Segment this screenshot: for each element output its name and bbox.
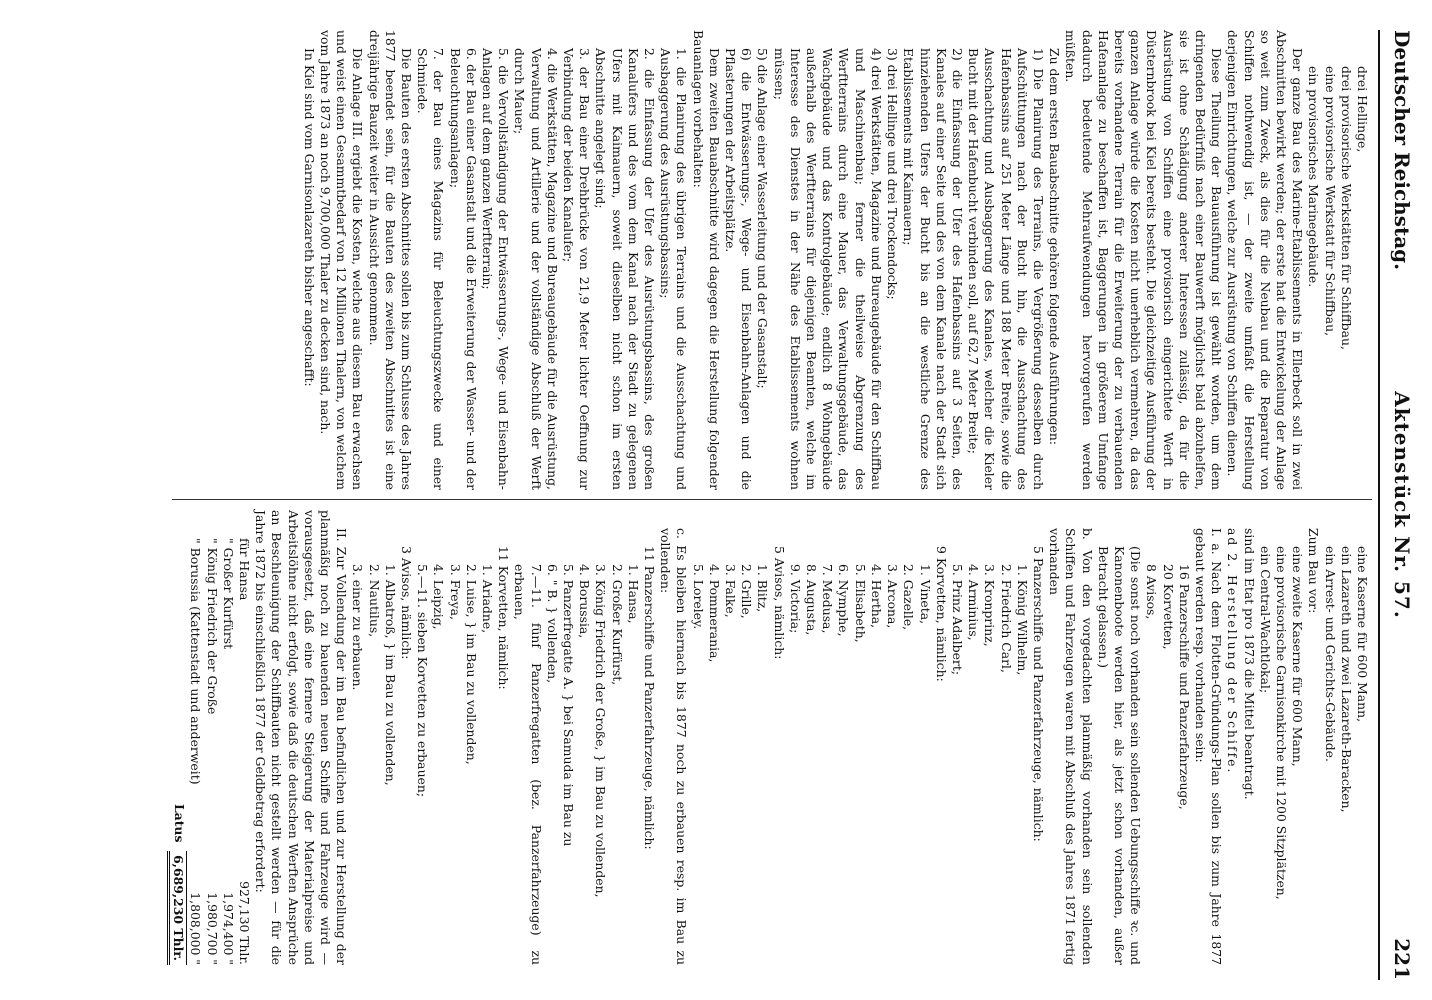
header-document-number: Aktenstück Nr. 57. xyxy=(1390,391,1414,619)
left-paragraph: 4) drei Werkstätten, Magazine und Bureaugebäude für den Schiffbau und Maschinenbau; ferner die theilweise Abgrenzung des Werftterrains durch eine Mauer, das Verwaltungsgebäude, das Wachgebäude und das Kontrolgebäude; endlich 8 Wohngebäude außerhalb des Werftterrains für diejenigen Beamten, welche im Interesse des Dienstes in der Nähe des Etablissements wohnen müssen; xyxy=(771,48,884,490)
right-column-paragraphs xyxy=(252,510,1370,965)
page-number: 221 xyxy=(1390,938,1414,980)
right-paragraph: 20 Korvetten, xyxy=(1160,564,1176,650)
right-paragraph: 1. Ariadne, xyxy=(480,564,496,634)
cost-row xyxy=(236,510,252,965)
right-paragraph: 5 Panzerschiffe und Panzerfahrzeuge, nämlich: xyxy=(1030,546,1046,842)
right-paragraph: 7.—11. fünf Panzerfregatten (bez. Panzerfahrzeuge) zu erbauen, xyxy=(512,564,544,965)
left-paragraph: eine provisorische Werkstatt für Schiffbau, xyxy=(1322,66,1338,337)
right-paragraph: 16 Panzerschiffe und Panzerfahrzeuge, xyxy=(1176,564,1192,810)
right-paragraph: 7. Medusa, xyxy=(820,564,836,634)
left-paragraph: 7. der Bau eines Magazins für Beleuchtungszwecke und einer Schmiede. xyxy=(415,48,447,490)
header-title: Deutscher Reichstag. xyxy=(1390,30,1414,271)
cost-row xyxy=(203,510,219,965)
right-paragraph: 5. Elisabeth, xyxy=(852,564,868,643)
right-paragraph: ein Arrest- und Gerichts-Gebäude. xyxy=(1322,546,1338,762)
left-paragraph: In Kiel sind vom Garnisonlazareth bisher angeschafft: xyxy=(301,48,317,387)
right-paragraph: 4. Arminius, xyxy=(966,564,982,641)
header-rule xyxy=(1378,30,1380,980)
left-paragraph: 6. der Bau einer Gasanstalt und die Erweiterung der Wasser- und der Beleuchtungsanlagen; xyxy=(447,48,479,490)
right-paragraph: 4. Leipzig, xyxy=(431,564,447,630)
cost-value: 1,974,400 " xyxy=(220,892,236,965)
right-paragraph: 11 Panzerschiffe und Panzerfahrzeuge, nämlich: xyxy=(642,546,658,850)
right-paragraph: 4. Borussia, xyxy=(577,564,593,639)
right-paragraph: eine provisorische Garnisonkirche mit 1200 Sitzplätzen, xyxy=(1273,546,1289,900)
right-paragraph: 6. Nymphe, xyxy=(836,564,852,637)
cost-label: für Hansa xyxy=(236,538,252,601)
right-paragraph: ein Lazareth und zwei Lazareth-Baracken, xyxy=(1338,546,1354,813)
right-paragraph: 2. Großer Kurfürst, xyxy=(609,564,625,686)
left-paragraph: 5) die Anlage einer Wasserleitung und der Gasanstalt; xyxy=(755,48,771,389)
right-paragraph: 1. Hansa, xyxy=(625,564,641,624)
right-paragraph: 6. " B. } vollenden, xyxy=(544,564,560,684)
right-paragraph: 2. Luise, } im Bau zu vollenden, xyxy=(463,564,479,765)
right-paragraph: 3. König Friedrich der Große, } im Bau zu vollenden, xyxy=(593,564,609,898)
right-paragraph: b. Von den vorgedachten planmäßig vorhanden sein sollenden Schiffen und Fahrzeugen waren mit Abschluß des Jahres 1871 fertig vorhanden xyxy=(1047,528,1095,965)
right-paragraph: 3. Arcona, xyxy=(885,564,901,629)
sum-label: Latus xyxy=(172,803,188,843)
right-paragraph: 5. Prinz Adalbert; xyxy=(949,564,965,676)
right-paragraph: 9 Korvetten, nämlich: xyxy=(933,546,949,682)
left-paragraph: ein provisorisches Marinegebäude. xyxy=(1306,66,1322,288)
left-paragraph: Dem zweiten Bauabschnitte wird dagegen die Herstellung folgender Bauanlagen vorbehalten: xyxy=(690,30,722,490)
column-divider xyxy=(172,499,1372,500)
left-paragraph: 1) Die Planirung des Terrains, die Vergrößerung desselben durch Aufschüttungen nach der Bucht hin, die Ausschachtung des Hafenbassins auf 251 Meter Länge und 188 Meter Breite, sowie die Ausschachtung und Ausbaggerung des Kanales, welcher die Kieler Bucht mit der Hafenbucht verbinden soll, auf 62,7 Meter Breite; xyxy=(966,48,1046,490)
right-paragraph: c. Es bleiben hiernach bis 1877 noch zu erbauen resp. im Bau zu vollenden: xyxy=(658,528,690,965)
page-header xyxy=(1384,30,1414,980)
right-paragraph: 8. Augusta, xyxy=(804,564,820,636)
right-paragraph: 9. Victoria; xyxy=(787,564,803,634)
right-paragraph: 2. Nautilus, xyxy=(366,564,382,638)
cost-label: " Großer Kurfürst xyxy=(220,538,236,650)
right-paragraph: 5 Avisos, nämlich: xyxy=(771,546,787,660)
cost-value: 1,980,700 " xyxy=(204,892,220,965)
left-paragraph: drei provisorische Werkstätten für Schiffbau, xyxy=(1338,66,1354,350)
right-paragraph: 5. Loreley. xyxy=(690,564,706,630)
right-paragraph: 3. Kronprinz, xyxy=(982,564,998,647)
sum-value: 6,689,230 Thlr. xyxy=(167,851,187,965)
right-paragraph: 4. Hertha, xyxy=(868,564,884,629)
digitization-credit xyxy=(0,0,26,1000)
cost-value: 927,130 Thlr. xyxy=(236,881,252,965)
right-paragraph: 3 Avisos, nämlich: xyxy=(399,546,415,660)
right-text-column xyxy=(167,510,1370,965)
left-text-column xyxy=(301,30,1370,490)
right-paragraph: 5.—11. sieben Korvetten zu erbauen; xyxy=(415,564,431,798)
right-paragraph: 1. Vineta, xyxy=(917,564,933,625)
right-paragraph: I. a. Nach dem Flotten-Gründungs-Plan sollen bis zum Jahre 1877 gebaut werden resp. vorhanden sein: xyxy=(1192,528,1225,965)
left-paragraph: Die Bauten des ersten Abschnittes sollen bis zum Schlusse des Jahres 1877 beendet sein, für die Bauten des zweiten Abschnittes ist eine dreijährige Bauzeit weiter in Aussicht genommen. xyxy=(366,30,415,490)
right-paragraph: Zum Bau vor: xyxy=(1306,528,1322,614)
cost-label: " Borussia (Kattenstadt und anderweit) xyxy=(188,538,204,785)
right-paragraph: sind im Etat pro 1873 die Mittel beantragt. xyxy=(1241,528,1257,800)
right-paragraph: 8 Avisos, xyxy=(1144,564,1160,620)
left-paragraph: 3) drei Hellinge und drei Trockendocks; xyxy=(885,48,901,300)
right-paragraph: ad 2. Herstellung der Schiffe. xyxy=(1225,528,1241,775)
right-paragraph: 3. Falke, xyxy=(723,564,739,618)
right-paragraph: 2. Friedrich Carl, xyxy=(998,564,1014,673)
cost-table xyxy=(187,510,252,965)
cost-value: 1,808,000 " xyxy=(188,892,204,965)
left-paragraph: 2) die Einfassung der Ufer des Hafenbassins auf 3 Seiten, des Kanales auf einer Seite und des von dem Kanale nach der Stadt sich hinziehenden Ufers der Bucht bis an die westliche Grenze des Etablissements mit Kaimauern; xyxy=(901,48,965,490)
left-paragraph: Die Anlage III. ergiebt die Kosten, welche aus diesem Bau erwachsen und weist einen Gesammtbedarf von 12 Millionen Thalern, von welchem vom Jahre 1873 an noch 9,700,000 Thaler zu decken sind, nach. xyxy=(318,30,366,490)
cost-row xyxy=(220,510,236,965)
right-paragraph: 4. Pommerania, xyxy=(706,564,722,663)
right-paragraph: eine zweite Kaserne für 600 Mann, xyxy=(1290,546,1306,767)
left-paragraph: 5. die Vervollständigung der Entwässerungs-, Wege- und Eisenbahn-Anlagen auf dem ganzen Werftterrain; xyxy=(480,48,512,490)
right-paragraph: 1. Blitz, xyxy=(755,564,771,613)
cost-row xyxy=(187,510,203,965)
left-paragraph: drei Hellinge, xyxy=(1355,66,1370,153)
right-paragraph: (Die sonst noch vorhanden sein sollenden Uebungsschiffe ꝛc. und Kanonenboote werden hier, als jetzt schon vorhanden, außer Betracht gelassen.) xyxy=(1095,546,1144,965)
left-paragraph: 1. die Planirung des übrigen Terrains und die Ausschachtung und Ausbaggerung des Ausrüstungsbassins; xyxy=(658,48,690,490)
right-paragraph: eine Kaserne für 600 Mann, xyxy=(1355,546,1370,723)
left-paragraph: 4. die Werkstätten, Magazine und Bureaugebäude für die Ausrüstung, Verwaltung und Artillerie und der vollständige Abschluß der Werft durch Mauer; xyxy=(512,48,560,490)
right-paragraph: 1. Albatroß, } im Bau zu vollenden, xyxy=(382,564,398,786)
right-paragraph: II. Zur Vollendung der im Bau befindlichen und zur Herstellung der planmäßig noch zu bauenden neuen Schiffe und Fahrzeuge wird — vorausgesetzt, daß eine fernere Steigerung der Materialpreise und Arbeitslöhne nicht erfolgt, sowie daß die deutschen Werften Ansprüche an Beschleunigung der Schiffbauten nicht gestellt werden — für die Jahre 1872 bis einschließlich 1877 der Geldbetrag erfordert: xyxy=(253,510,350,965)
left-paragraph: Diese Theilung der Bauausführung ist gewählt worden, um dem dringenden Bedürfniß nach einer Bauwerft möglichst bald abzuhelfen, sie ist ohne Schädigung anderer Interessen zulässig, da für die Ausrüstung von Schiffen eine provisorisch eingerichtete Werft in Düsternbrook bei Kiel bereits besteht. Die gleichzeitige Ausführung der ganzen Anlage würde die Kosten nicht unerheblich vermehren, da das bereits vorhandene Terrain für die Erweiterung der zu verbauenden Hafenanlage zu beschaffen ist, Baggerungen in größerem Umfange dadurch bedeutende Mehraufwendungen hervorgerufen werden müßten. xyxy=(1063,30,1225,490)
right-paragraph: ein Central-Wachtlokal; xyxy=(1257,546,1273,694)
cost-label: " König Friedrich der Große xyxy=(204,538,220,715)
left-paragraph: Der ganze Bau des Marine-Etablissements in Ellerbeck soll in zwei Abschnitten bewirkt werden; der erste hat die Entwickelung der Anlage so weit zum Zweck, als dies für die Neubau und die Reparatur von Schiffen nothwendig ist, — der zweite umfaßt die Herstellung derjenigen Einrichtungen, welche zur Ausrüstung von Schiffen dienen. xyxy=(1225,30,1306,490)
right-paragraph: 5. Panzerfregatte A. } bei Samuda im Bau zu xyxy=(561,564,577,847)
right-paragraph: 3. einer zu erbauen. xyxy=(350,564,366,691)
right-paragraph: 11 Korvetten, nämlich: xyxy=(496,546,512,690)
left-paragraph: 3. der Bau einer Drehbrücke von 21,9 Meter lichter Oeffnung zur Verbindung der beiden Kanalufer; xyxy=(561,48,593,490)
right-paragraph: 1. König Wilhelm, xyxy=(1014,564,1030,676)
left-paragraph: 6) die Entwässerungs-, Wege- und Eisenbahn-Anlagen und die Pflasterungen der Arbeitsplätze. xyxy=(723,48,755,490)
right-paragraph: 3. Freya, xyxy=(447,564,463,620)
left-paragraph: 2. die Einfassung der Ufer des Ausrüstungsbassins, des großen Kanalufers und des vom dem Kanal nach der Stadt zu gelegenen Ufers mit Kaimauern, soweit dieselben nicht schon im ersten Abschnitte angelegt sind; xyxy=(593,48,658,490)
cost-sum-row xyxy=(167,510,187,965)
left-paragraph: Zu dem ersten Bauabschnitte gehören folgende Ausführungen: xyxy=(1047,48,1063,446)
right-paragraph: 2. Gazelle, xyxy=(901,564,917,631)
right-paragraph: 2. Grille, xyxy=(739,564,755,619)
